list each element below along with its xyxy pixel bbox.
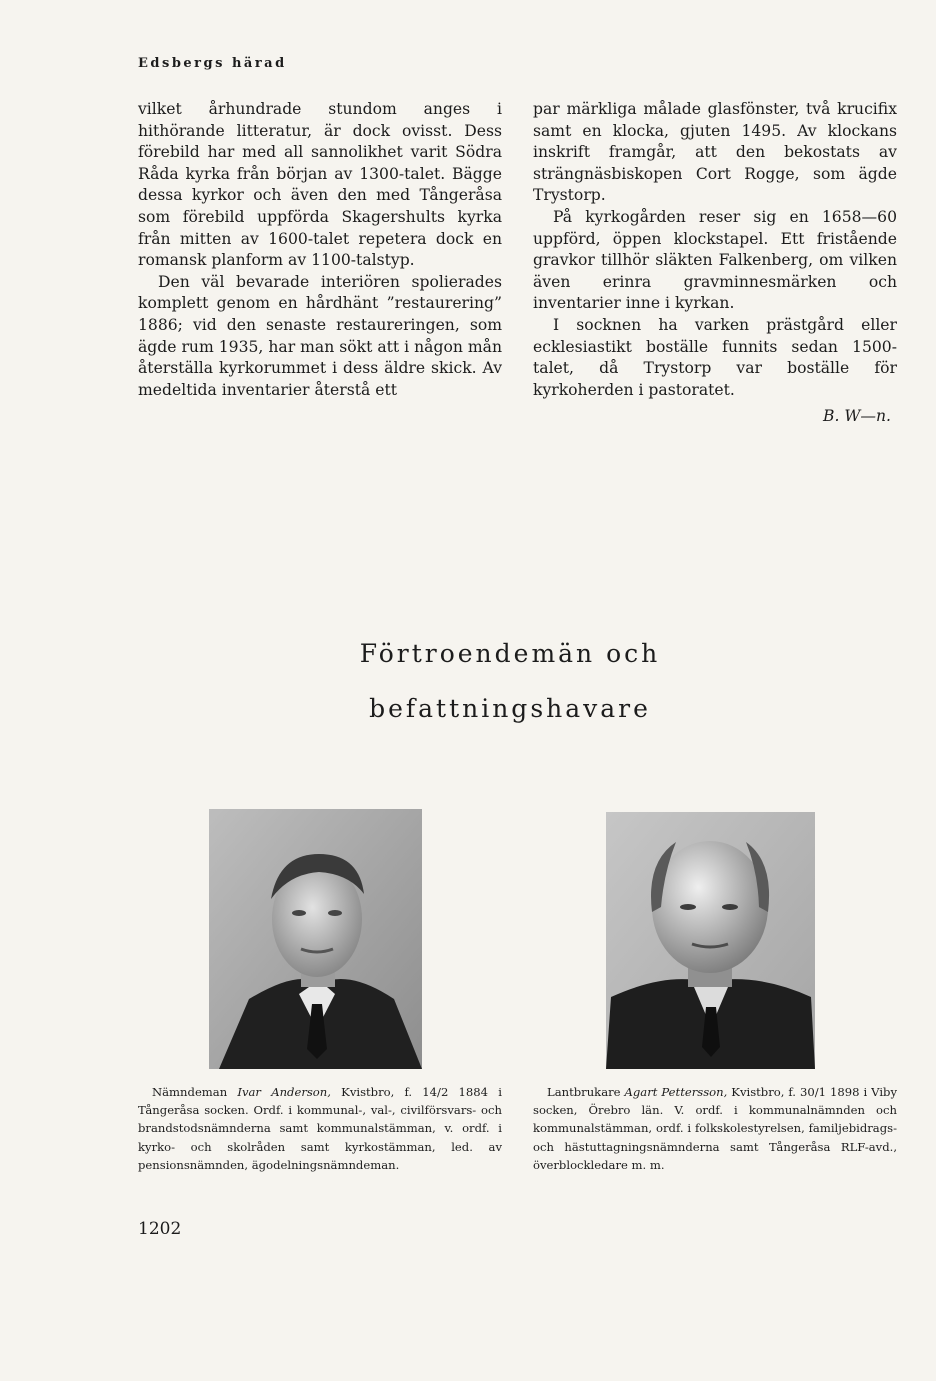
left-paragraph-1: vilket århundrade stundom anges i hithörande litteratur, är dock ovisst. Dess förebild har med all sannolikhet varit Södra Råda kyrka från början av 1300-talet. Bägge dessa kyrkor och även den med Tångeråsa som förebild uppförda Skagershults kyrka från mitten av 1600-talet repetera dock en romansk planform av 1100-talstyp.: [138, 100, 502, 270]
portrait-2-image: [606, 812, 815, 1069]
left-column: [138, 99, 502, 401]
caption-1-title: Nämndeman: [152, 1085, 238, 1099]
caption-1-details: Kvistbro, f. 14/2 1884 i Tångeråsa socken. Ordf. i kommunal-, val-, civilförsvars- och brandstodsnämnderna samt kommunalstämman, v. ordf. i kyrko- och skolråden samt kyrkostämman, led. av pensionsnämnden, ägodelningsnämndeman.: [138, 1085, 502, 1172]
caption-2-title: Lantbrukare: [547, 1085, 625, 1099]
portrait-1-image: [209, 809, 422, 1069]
section-title-line-2: befattningshavare: [369, 693, 651, 723]
running-head: Edsbergs härad: [138, 56, 287, 71]
right-paragraph-2: På kyrkogården reser sig en 1658—60 uppförd, öppen klockstapel. Ett fristående gravkor tillhör släkten Falkenberg, om vilken även erinra gravminnesmärken och inventarier inne i kyrkan.: [533, 207, 897, 313]
portrait-photo-2: [606, 812, 815, 1069]
caption-2-text: [533, 1083, 897, 1174]
portrait-caption-1: [138, 1083, 502, 1174]
page-number: 1202: [138, 1219, 182, 1239]
portrait-photo-1: [209, 809, 422, 1069]
caption-1-text: [138, 1083, 502, 1174]
caption-2-name: Agart Pettersson,: [624, 1085, 728, 1099]
left-paragraph-2: Den väl bevarade interiören spolierades komplett genom en hårdhänt ”restaurering” 1886; vid den senaste restaureringen, som ägde rum 1935, har man sökt att i någon mån återställa kyrkorummet i dess äldre skick. Av medeltida inventarier återstå ett: [138, 272, 502, 399]
portrait-caption-2: [533, 1083, 897, 1174]
right-column: [533, 99, 897, 428]
section-title-line-1: Förtroendemän och: [359, 638, 661, 668]
caption-1-name: Ivar Anderson,: [237, 1085, 331, 1099]
right-paragraph-3: I socknen ha varken prästgård eller ecklesiastikt boställe funnits sedan 1500-talet, då Trystorp var boställe för kyrkoherden i pastoratet.: [533, 315, 897, 399]
caption-2-details: Kvistbro, f. 30/1 1898 i Viby socken, Örebro län. V. ordf. i kommunalnämnden och kommunalstämman, ordf. i folkskolestyrelsen, familjebidrags- och hästuttagningsnämnderna samt Tångeråsa RLF-avd., överblockledare m. m.: [533, 1085, 897, 1172]
right-paragraph-1: par märkliga målade glasfönster, två krucifix samt en klocka, gjuten 1495. Av klockans inskrift framgår, att den bekostats av strängnäsbiskopen Cort Rogge, som ägde Trystorp.: [533, 100, 897, 205]
author-signature: B. W—n.: [823, 407, 891, 426]
